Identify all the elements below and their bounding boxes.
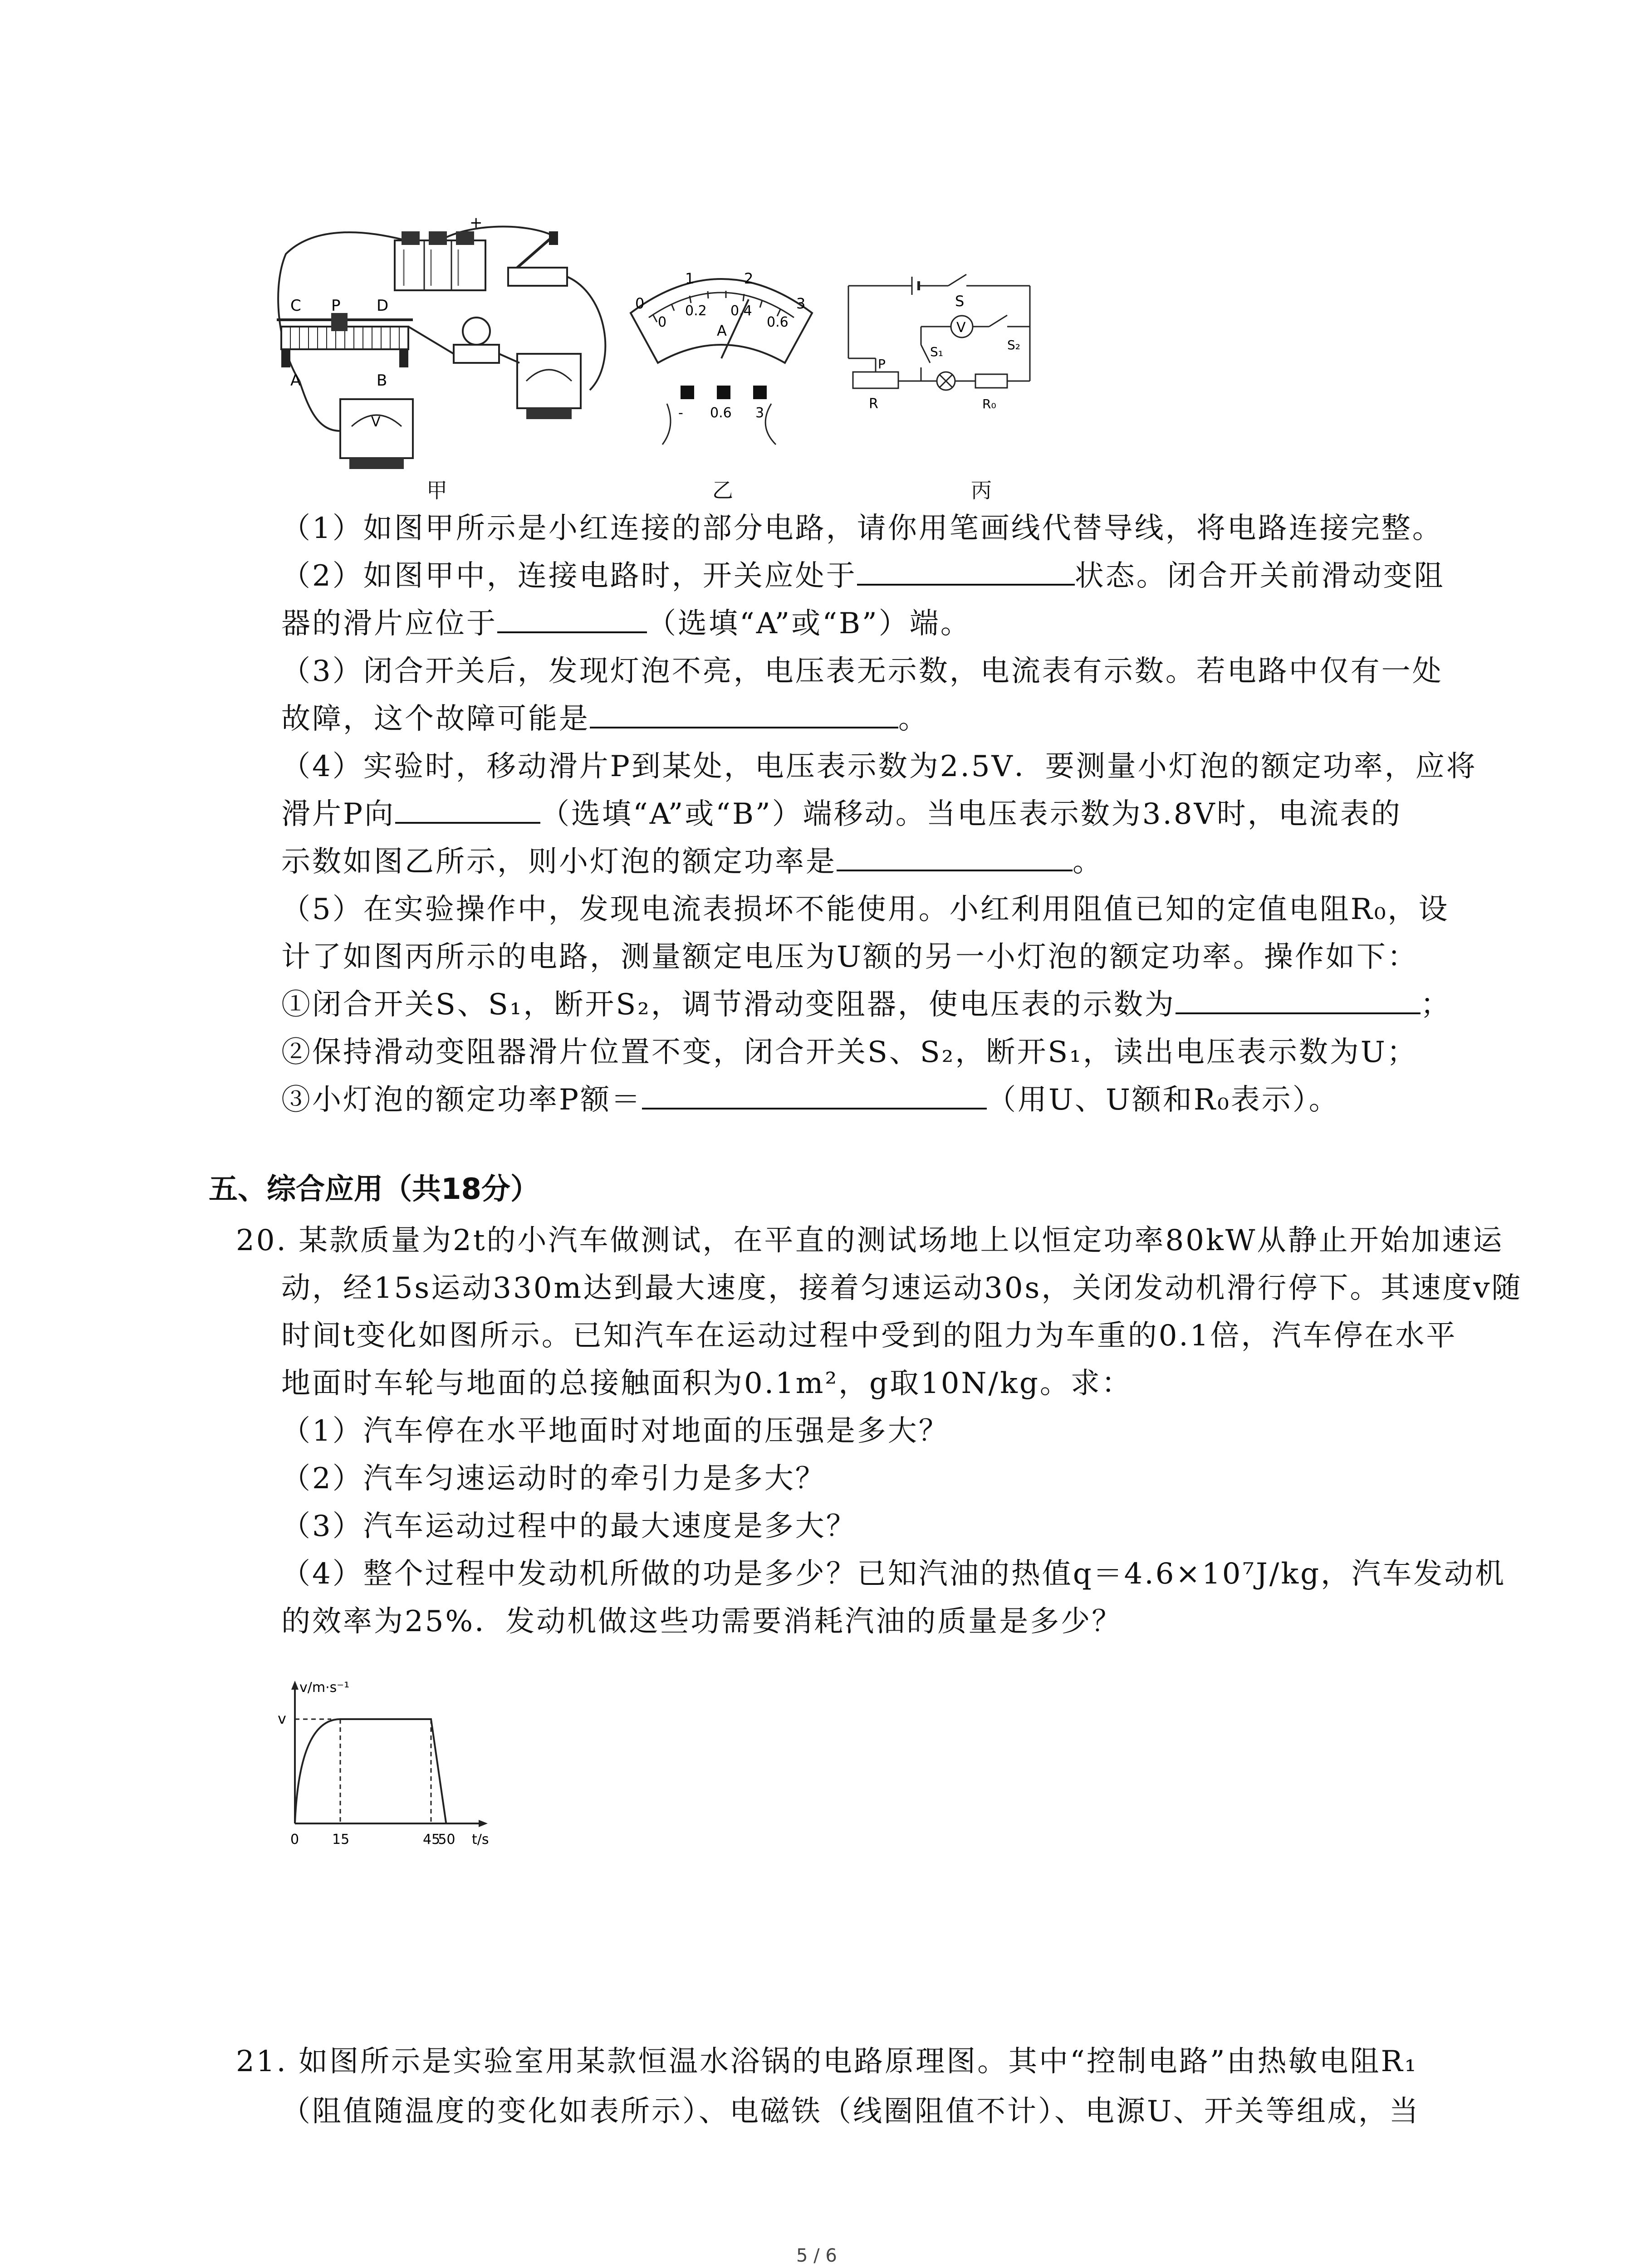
svg-text:S₂: S₂ <box>1007 337 1020 352</box>
answer-blank-rated-power[interactable] <box>837 842 1073 871</box>
answer-blank-direction[interactable] <box>395 795 540 824</box>
knife-switch <box>508 231 567 286</box>
tick-50: 50 <box>438 1832 456 1848</box>
q19-part3-line2: 故障，这个故障可能是 。 <box>281 699 929 739</box>
svg-text:V: V <box>956 320 966 336</box>
q19-part2-line2: 器的滑片应位于 （选填“A”或“B”）端。 <box>281 603 971 644</box>
svg-text:B: B <box>377 371 387 390</box>
tick-45: 45 <box>423 1832 441 1848</box>
q20-sub4-line2: 的效率为25%．发动机做这些功需要消耗汽油的质量是多少？ <box>281 1605 1123 1638</box>
q19-part5-line2: 计了如图丙所示的电路，测量额定电压为U额的另一小灯泡的额定功率。操作如下： <box>281 940 1418 974</box>
q20-line4: 地面时车轮与地面的总接触面积为0.1m²，g取10N/kg。求： <box>281 1367 1132 1400</box>
q19-part2-line1: （2）如图甲中，连接电路时，开关应处于 状态。闭合开关前滑动变阻 <box>281 556 1445 596</box>
q19-part3-line1: （3）闭合开关后，发现灯泡不亮，电压表无示数，电流表有示数。若电路中仅有一处 <box>281 655 1443 688</box>
svg-text:3: 3 <box>796 295 806 312</box>
caption-bing: 丙 <box>971 478 992 503</box>
caption-yi: 乙 <box>712 478 733 503</box>
svg-text:P: P <box>331 297 341 315</box>
svg-text:3: 3 <box>755 405 764 421</box>
svg-text:0: 0 <box>635 295 645 312</box>
q19-part4-line1: （4）实验时，移动滑片P到某处，电压表示数为2.5V．要测量小灯泡的额定功率，应将 <box>281 750 1477 783</box>
q20-sub3: （3）汽车运动过程中的最大速度是多大？ <box>281 1510 857 1543</box>
answer-blank-switch-state[interactable] <box>857 557 1075 586</box>
q19-part5-line1: （5）在实验操作中，发现电流表损坏不能使用。小红利用阻值已知的定值电阻R₀，设 <box>281 893 1450 926</box>
svg-text:C: C <box>290 297 301 315</box>
voltmeter-right <box>517 354 581 419</box>
x-axis-label: t/s <box>472 1832 489 1848</box>
q20-line3: 时间t变化如图所示。已知汽车在运动过程中受到的阻力为车重的0.1倍，汽车停在水平 <box>281 1319 1457 1353</box>
svg-text:0.6: 0.6 <box>710 405 732 421</box>
q20-sub4-line1: （4）整个过程中发动机所做的功是多少？已知汽油的热值q＝4.6×10⁷J/kg，汽车发动机 <box>281 1557 1506 1591</box>
caption-jia: 甲 <box>426 478 447 503</box>
tick-0: 0 <box>290 1832 299 1848</box>
figure-bing-schematic <box>839 263 1048 426</box>
q21-line1: 21. 如图所示是实验室用某款恒温水浴锅的电路原理图。其中“控制电路”由热敏电阻R₁ <box>236 2045 1418 2078</box>
svg-text:1: 1 <box>685 270 695 287</box>
y-axis-label: v/m·s⁻¹ <box>299 1680 350 1696</box>
svg-text:S: S <box>955 293 965 310</box>
q19-step1: ①闭合开关S、S₁，断开S₂，调节滑动变阻器，使电压表的示数为 ； <box>281 984 1451 1025</box>
q19-step2: ②保持滑动变阻器滑片位置不变，闭合开关S、S₂，断开S₁，读出电压表示数为U； <box>281 1036 1418 1069</box>
q19-part4-line3: 示数如图乙所示，则小灯泡的额定功率是 。 <box>281 841 1103 882</box>
svg-text:+: + <box>470 218 483 232</box>
figure-yi-ammeter <box>622 259 821 449</box>
q19-part4-line2: 滑片P向 （选填“A”或“B”）端移动。当电压表示数为3.8V时，电流表的 <box>281 794 1402 835</box>
svg-text:A: A <box>717 322 727 339</box>
svg-text:0.2: 0.2 <box>685 303 707 319</box>
answer-blank-voltmeter-reading[interactable] <box>1176 985 1421 1014</box>
figure-jia-circuit <box>272 218 617 472</box>
svg-text:0: 0 <box>658 314 667 330</box>
svg-text:S₁: S₁ <box>930 344 943 359</box>
q20-sub2: （2）汽车匀速运动时的牵引力是多大？ <box>281 1462 826 1496</box>
bulb-holder <box>454 318 499 363</box>
svg-text:R: R <box>869 396 878 412</box>
answer-blank-fault[interactable] <box>590 699 898 728</box>
q21-line2: （阻值随温度的变化如表所示）、电磁铁（线圈阻值不计）、电源U、开关等组成，当 <box>281 2095 1420 2128</box>
svg-text:D: D <box>377 297 389 315</box>
svg-text:V: V <box>371 414 381 430</box>
velocity-time-graph <box>272 1674 526 1855</box>
svg-text:A: A <box>290 371 301 390</box>
meter-bottom <box>340 399 413 469</box>
svg-text:P: P <box>878 357 886 371</box>
q20-line1: 20. 某款质量为2t的小汽车做测试，在平直的测试场地上以恒定功率80kW从静止开始加速运 <box>236 1224 1504 1257</box>
velocity-curve <box>295 1719 446 1823</box>
q20-sub1: （1）汽车停在水平地面时对地面的压强是多大？ <box>281 1414 950 1448</box>
svg-text:2: 2 <box>744 270 754 287</box>
answer-blank-rated-power-formula[interactable] <box>642 1080 987 1110</box>
v-label: v <box>278 1710 286 1727</box>
q19-part1: （1）如图甲所示是小红连接的部分电路，请你用笔画线代替导线，将电路连接完整。 <box>281 512 1443 545</box>
svg-text:-: - <box>678 405 683 421</box>
section-5-title: 五、综合应用（共18分） <box>209 1173 540 1206</box>
sliding-rheostat <box>277 313 413 367</box>
tick-15: 15 <box>332 1832 350 1848</box>
page-number: 5 / 6 <box>796 2245 837 2266</box>
answer-blank-slider-end[interactable] <box>497 604 647 633</box>
svg-text:0.4: 0.4 <box>730 303 752 319</box>
battery-pack <box>395 231 485 290</box>
q20-line2: 动，经15s运动330m达到最大速度，接着匀速运动30s，关闭发动机滑行停下。其速度v随 <box>281 1271 1523 1305</box>
q19-step3: ③小灯泡的额定功率P额＝ （用U、U额和R₀表示）。 <box>281 1080 1340 1120</box>
svg-text:0.6: 0.6 <box>767 314 789 330</box>
svg-text:R₀: R₀ <box>982 396 996 411</box>
